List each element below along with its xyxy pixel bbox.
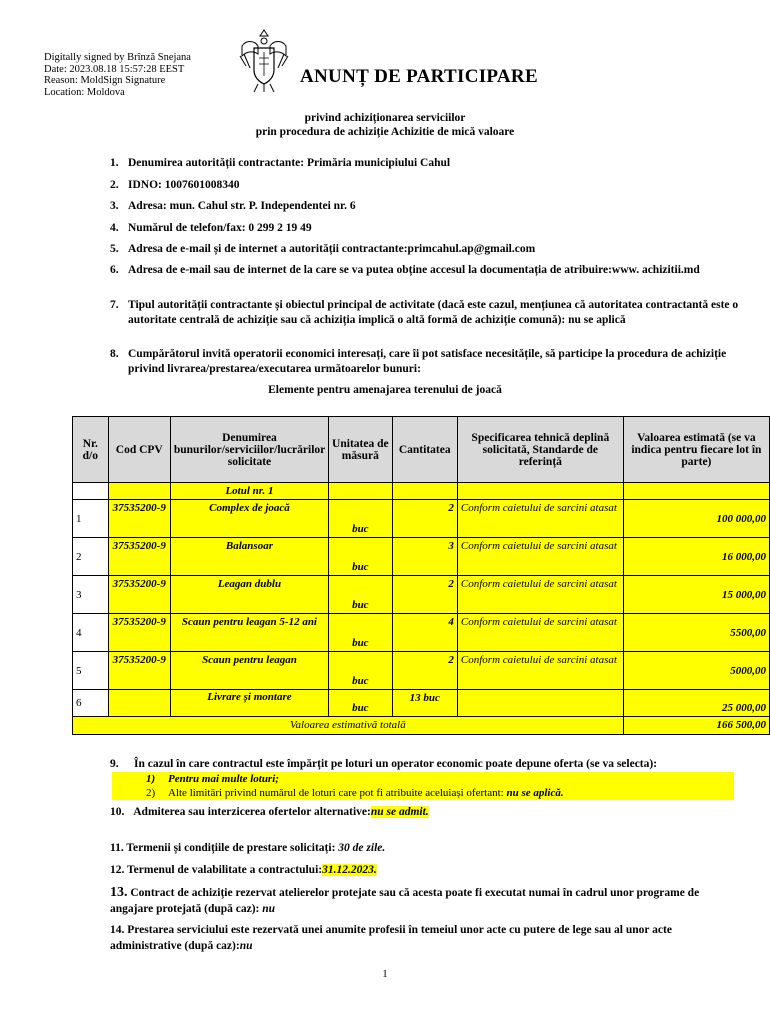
column-header: Nr. d/o <box>73 417 109 483</box>
table-row <box>73 538 770 576</box>
lot-row <box>73 483 770 500</box>
section-12: 12. Termenul de valabilitate a contractului:31.12.2023. <box>110 864 377 876</box>
table-row <box>73 690 770 717</box>
table-row <box>73 652 770 690</box>
signature-date: Date: 2023.08.18 15:57:28 EEST <box>44 63 185 75</box>
row-number: 6 <box>73 690 109 717</box>
table-row <box>73 500 770 538</box>
specification: Conform caietului de sarcini atasat <box>457 500 623 538</box>
cpv-code: 37535200-9 <box>108 652 170 690</box>
estimated-value: 100 000,00 <box>623 500 769 538</box>
signature-reason: Reason: MoldSign Signature <box>44 75 166 86</box>
specification: Conform caietului de sarcini atasat <box>457 652 623 690</box>
option-1: 1) Pentru mai multe loturi; <box>146 773 279 785</box>
item-name: Complex de joacă <box>170 500 328 538</box>
quantity: 2 <box>392 576 457 614</box>
specification: Conform caietului de sarcini atasat <box>457 614 623 652</box>
specification: Conform caietului de sarcini atasat <box>457 576 623 614</box>
column-header: Cod CPV <box>108 417 170 483</box>
cpv-code: 37535200-9 <box>108 538 170 576</box>
digital-signature-block <box>44 52 191 98</box>
option-2: 2) Alte limitări privind numărul de loturi care pot fi atribuite aceluiași ofertant: nu se aplică. <box>146 787 564 799</box>
estimated-value: 5500,00 <box>623 614 769 652</box>
column-header: Cantitatea <box>392 417 457 483</box>
lot-options-list <box>112 772 734 800</box>
section-10: 10. Admiterea sau interzicerea ofertelor alternative:nu se admit. <box>110 806 429 818</box>
coat-of-arms-icon <box>236 26 292 94</box>
estimated-value: 16 000,00 <box>623 538 769 576</box>
page-title: ANUNȚ DE PARTICIPARE <box>300 66 538 87</box>
cpv-code: 37535200-9 <box>108 614 170 652</box>
page-number: 1 <box>382 968 388 980</box>
section-9-text: În cazul în care contractul este împărțit pe loturi un operator economic poate depune oferta (se va selecta): <box>134 758 658 770</box>
row-number: 3 <box>73 576 109 614</box>
column-header: Valoarea estimată (se va indica pentru fiecare lot în parte) <box>623 417 769 483</box>
section-13: 13. Contract de achiziție rezervat atelierelor protejate sau că acesta poate fi executat numai în cadrul unor programe de angajare protejată (după caz): nu <box>110 885 700 915</box>
item-name: Scaun pentru leagan 5-12 ani <box>170 614 328 652</box>
column-header: Denumirea bunurilor/serviciilor/lucrărilor solicitate <box>170 417 328 483</box>
item-name: Livrare și montare <box>170 690 328 717</box>
quantity: 4 <box>392 614 457 652</box>
row-number: 4 <box>73 614 109 652</box>
cpv-code: 37535200-9 <box>108 500 170 538</box>
unit: buc <box>329 690 393 717</box>
specification <box>457 690 623 717</box>
section-11: 11. Termenii și condițiile de prestare solicitați: 30 de zile. <box>110 842 386 854</box>
unit: buc <box>329 500 393 538</box>
row-number: 5 <box>73 652 109 690</box>
table-row <box>73 614 770 652</box>
subtitle: privind achiziționarea serviciilor <box>304 112 466 124</box>
estimated-value: 5000,00 <box>623 652 769 690</box>
specification: Conform caietului de sarcini atasat <box>457 538 623 576</box>
item-name: Scaun pentru leagan <box>170 652 328 690</box>
unit: buc <box>329 614 393 652</box>
lot-label: Lotul nr. 1 <box>170 483 328 500</box>
total-value: 166 500,00 <box>623 717 769 735</box>
row-number: 1 <box>73 500 109 538</box>
total-row <box>73 717 770 735</box>
table-caption: Elemente pentru amenajarea terenului de joacă <box>268 384 502 396</box>
section-14: 14. Prestarea serviciului este rezervată unei anumite profesii în temeiul unor acte cu putere de lege sau al unor acte administrative (după caz):nu <box>110 924 672 952</box>
table-header-row <box>73 417 770 483</box>
cpv-code <box>108 690 170 717</box>
unit: buc <box>329 538 393 576</box>
quantity: 2 <box>392 652 457 690</box>
signature-location: Location: Moldova <box>44 86 125 98</box>
subtitle-procedure: prin procedura de achiziție Achizitie de mică valoare <box>255 126 515 138</box>
cpv-code: 37535200-9 <box>108 576 170 614</box>
column-header: Unitatea de măsură <box>329 417 393 483</box>
estimated-value: 15 000,00 <box>623 576 769 614</box>
total-label: Valoarea estimativă totală <box>73 717 624 735</box>
row-number: 2 <box>73 538 109 576</box>
table-row <box>73 576 770 614</box>
unit: buc <box>329 652 393 690</box>
column-header: Specificarea tehnică deplină solicitată, Standarde de referință <box>457 417 623 483</box>
estimated-value: 25 000,00 <box>623 690 769 717</box>
lots-table <box>72 416 770 735</box>
quantity: 2 <box>392 500 457 538</box>
signature-line: Digitally signed by Brînză Snejana <box>44 52 191 63</box>
item-name: Balansoar <box>170 538 328 576</box>
unit: buc <box>329 576 393 614</box>
item-name: Leagan dublu <box>170 576 328 614</box>
quantity: 13 buc <box>392 690 457 717</box>
quantity: 3 <box>392 538 457 576</box>
